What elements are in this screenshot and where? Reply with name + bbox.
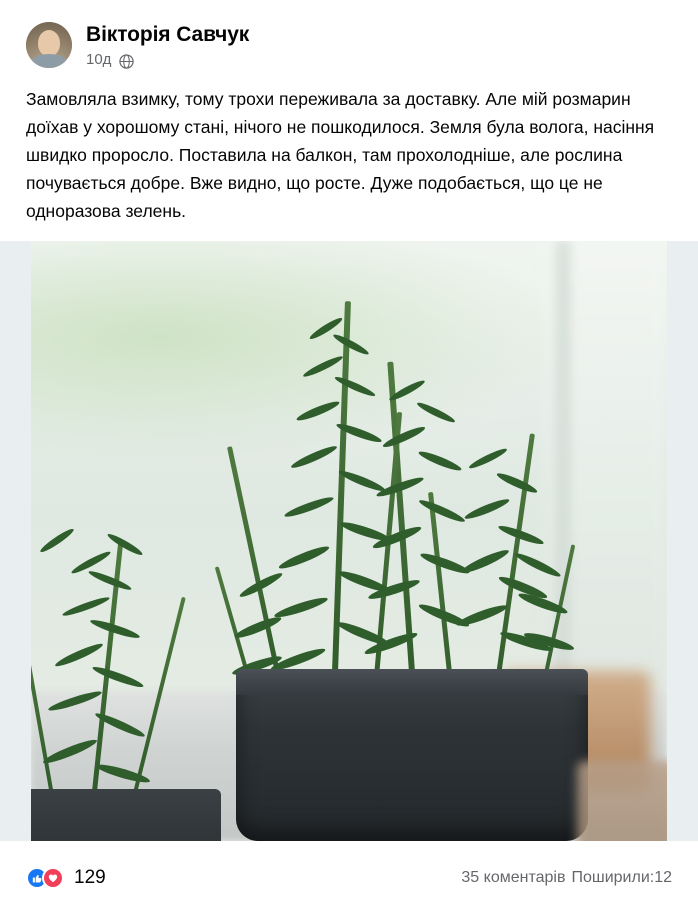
- shares-count[interactable]: Поширили:12: [571, 869, 672, 886]
- engagement-summary: [461, 869, 672, 887]
- reaction-count[interactable]: 129: [74, 867, 106, 888]
- author-name[interactable]: Вікторія Савчук: [86, 23, 250, 46]
- heart-icon[interactable]: [42, 867, 64, 889]
- pot-right: [577, 761, 667, 841]
- pot-left: [31, 789, 221, 841]
- reaction-icons[interactable]: [26, 867, 64, 889]
- post-image[interactable]: [0, 241, 698, 841]
- globe-icon[interactable]: [119, 54, 134, 69]
- post-header-text: [86, 22, 249, 69]
- pot-main: [236, 669, 588, 841]
- avatar[interactable]: [26, 22, 72, 68]
- post-text: Замовляла взимку, тому трохи переживала за доставку. Але мій розмарин доїхав у хорошому стані, нічого не пошкодилося. Земля була волога, насіння швидко проросло. Поставила на балкон, там прохолодніше, але рослина почувається добре. Вже видно, що росте. Дуже подобається, що це не одноразова зелень.: [26, 89, 655, 221]
- avatar-shoulders: [30, 54, 68, 68]
- avatar-face: [38, 30, 60, 56]
- comments-count[interactable]: 35 коментарів: [461, 869, 566, 886]
- reactions-summary[interactable]: [26, 867, 106, 889]
- post-footer: [0, 848, 698, 908]
- post-header: [0, 0, 698, 69]
- post-timestamp[interactable]: 10д: [86, 51, 112, 68]
- post-meta: [86, 51, 249, 69]
- rosemary-photo[interactable]: [31, 241, 667, 841]
- pot-rim: [236, 669, 588, 695]
